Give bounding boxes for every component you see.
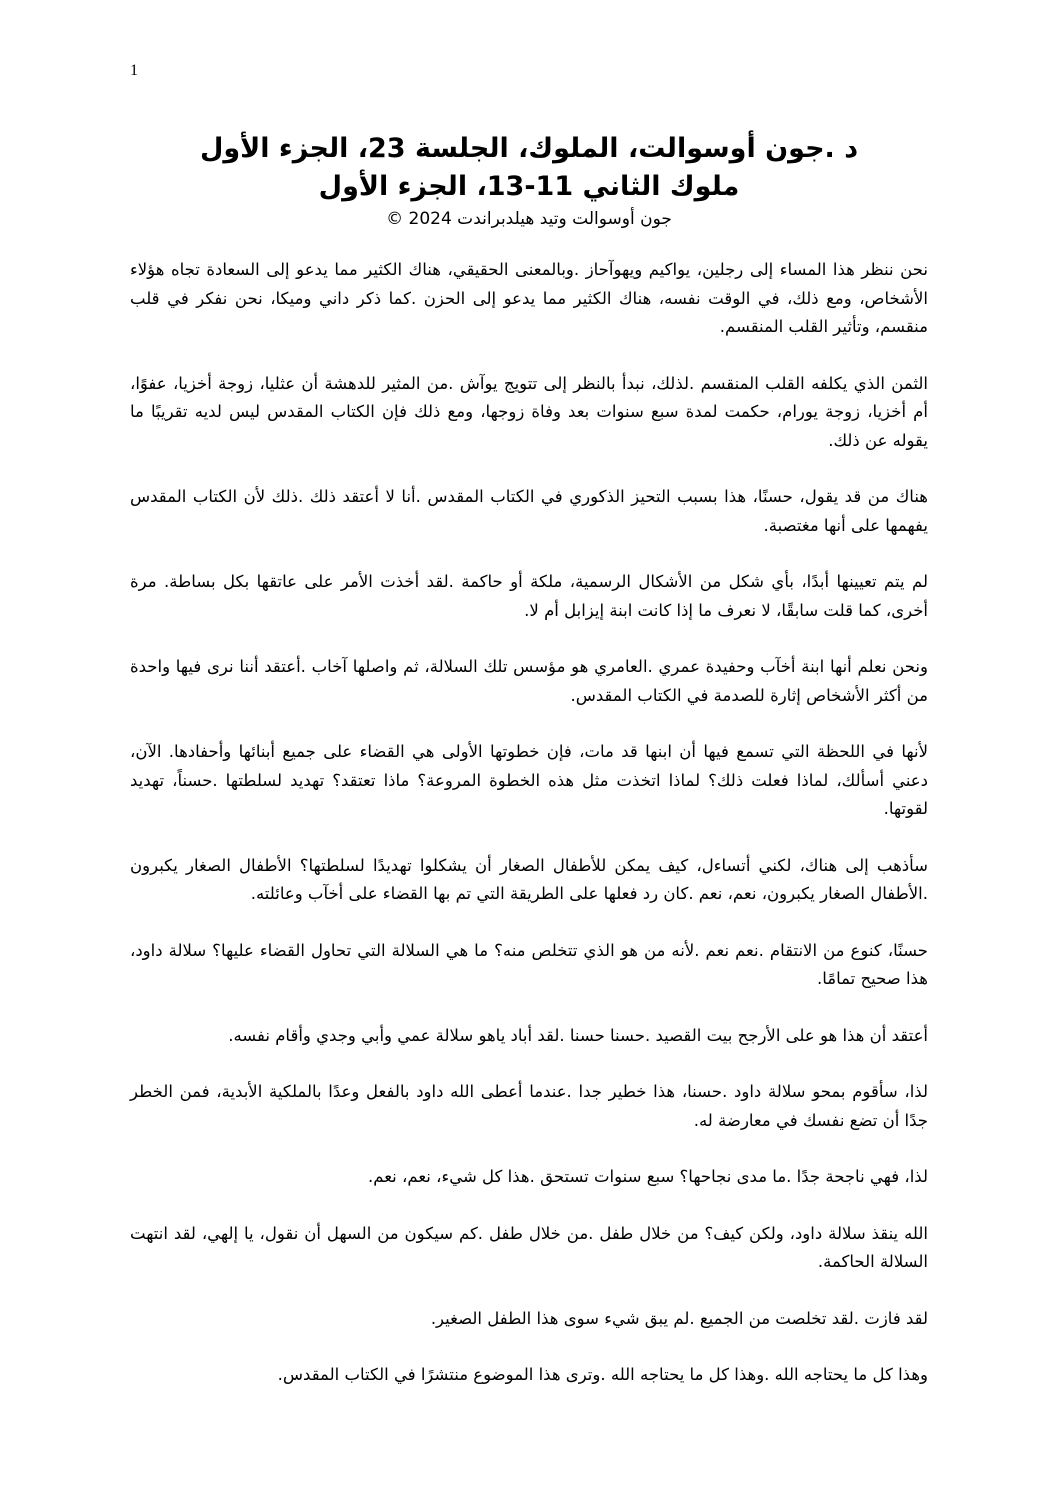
- document-title: د .جون أوسوالت، الملوك، الجلسة 23، الجزء الأول: [199, 133, 859, 164]
- paragraph: سأذهب إلى هناك، لكني أتساءل، كيف يمكن للأطفال الصغار أن يشكلوا تهديدًا لسلطتها؟ الأطفال الصغار يكبرون .الأطفال الصغار يكبرون، نعم، نعم .كان رد فعلها على الطريقة التي تم بها القضاء على أخآب وعائلته.: [130, 855, 928, 903]
- paragraph: وهذا كل ما يحتاجه الله .وهذا كل ما يحتاجه الله .وترى هذا الموضوع منتشرًا في الكتاب المقدس.: [277, 1365, 928, 1384]
- paragraph: الثمن الذي يكلفه القلب المنقسم .لذلك، نبدأ بالنظر إلى تتويج يوآش .من المثير للدهشة أن عثليا، زوجة أخزيا، عفوًا، أم أخزيا، زوجة يورام، حكمت لمدة سبع سنوات بعد وفاة زوجها، ومع ذلك فإن الكتاب المقدس ليس لديه تقريبًا ما يقوله عن ذلك.: [130, 373, 928, 450]
- paragraph: لذا، سأقوم بمحو سلالة داود .حسنا، هذا خطير جدا .عندما أعطى الله داود بالفعل وعدًا بالملكية الأبدية، فمن الخطر جدًا أن تضع نفسك في معارضة له.: [130, 1082, 928, 1130]
- paragraph: ونحن نعلم أنها ابنة أخآب وحفيدة عمري .العامري هو مؤسس تلك السلالة، ثم واصلها آخاب .أعتقد أننا نرى فيها واحدة من أكثر الأشخاص إثارة للصدمة في الكتاب المقدس.: [130, 657, 928, 705]
- page-number: 1: [130, 62, 138, 79]
- transcript-body: [130, 256, 928, 1418]
- paragraph: هناك من قد يقول، حسنًا، هذا بسبب التحيز الذكوري في الكتاب المقدس .أنا لا أعتقد ذلك .ذلك لأن الكتاب المقدس يفهمها على أنها مغتصبة.: [130, 487, 928, 535]
- copyright-notice: جون أوسوالت وتيد هيلدبراندت 2024 ©: [386, 209, 672, 229]
- paragraph: الله ينقذ سلالة داود، ولكن كيف؟ من خلال طفل .من خلال طفل .كم سيكون من السهل أن نقول، يا إلهي، لقد انتهت السلالة الحاكمة.: [130, 1223, 928, 1271]
- paragraph: لذا، فهي ناجحة جدًا .ما مدى نجاحها؟ سبع سنوات تستحق .هذا كل شيء، نعم، نعم.: [368, 1167, 928, 1186]
- document-subtitle: ملوك الثاني 11-13، الجزء الأول: [318, 171, 740, 202]
- paragraph: لقد فازت .لقد تخلصت من الجميع .لم يبق شيء سوى هذا الطفل الصغير.: [430, 1308, 928, 1328]
- document-header: [130, 130, 928, 232]
- paragraph: حسنًا، كنوع من الانتقام .نعم نعم .لأنه من هو الذي تتخلص منه؟ ما هي السلالة التي تحاول القضاء عليها؟ سلالة داود، هذا صحيح تمامًا.: [130, 940, 928, 988]
- paragraph: لأنها في اللحظة التي تسمع فيها أن ابنها قد مات، فإن خطوتها الأولى هي القضاء على جميع أبنائها وأحفادها. الآن، دعني أسألك، لماذا فعلت ذلك؟ لماذا اتخذت مثل هذه الخطوة المروعة؟ ماذا تعتقد؟ تهديد لسلطتها .حسناً، تهديد لقوتها.: [130, 742, 928, 818]
- paragraph: أعتقد أن هذا هو على الأرجح بيت القصيد .حسنا حسنا .لقد أباد ياهو سلالة عمي وأبي وجدي وأقام نفسه.: [228, 1025, 928, 1045]
- paragraph: نحن ننظر هذا المساء إلى رجلين، يواكيم ويهوآحاز .وبالمعنى الحقيقي، هناك الكثير مما يدعو إلى السعادة تجاه هؤلاء الأشخاص، ومع ذلك، في الوقت نفسه، هناك الكثير مما يدعو إلى الحزن .كما ذكر داني وميكا، نحن نفكر في قلب منقسم، وتأثير القلب المنقسم.: [130, 260, 928, 336]
- paragraph: لم يتم تعيينها أبدًا، بأي شكل من الأشكال الرسمية، ملكة أو حاكمة .لقد أخذت الأمر على عاتقها بكل بساطة. مرة أخرى، كما قلت سابقًا، لا نعرف ما إذا كانت ابنة إيزابل أم لا.: [130, 572, 928, 620]
